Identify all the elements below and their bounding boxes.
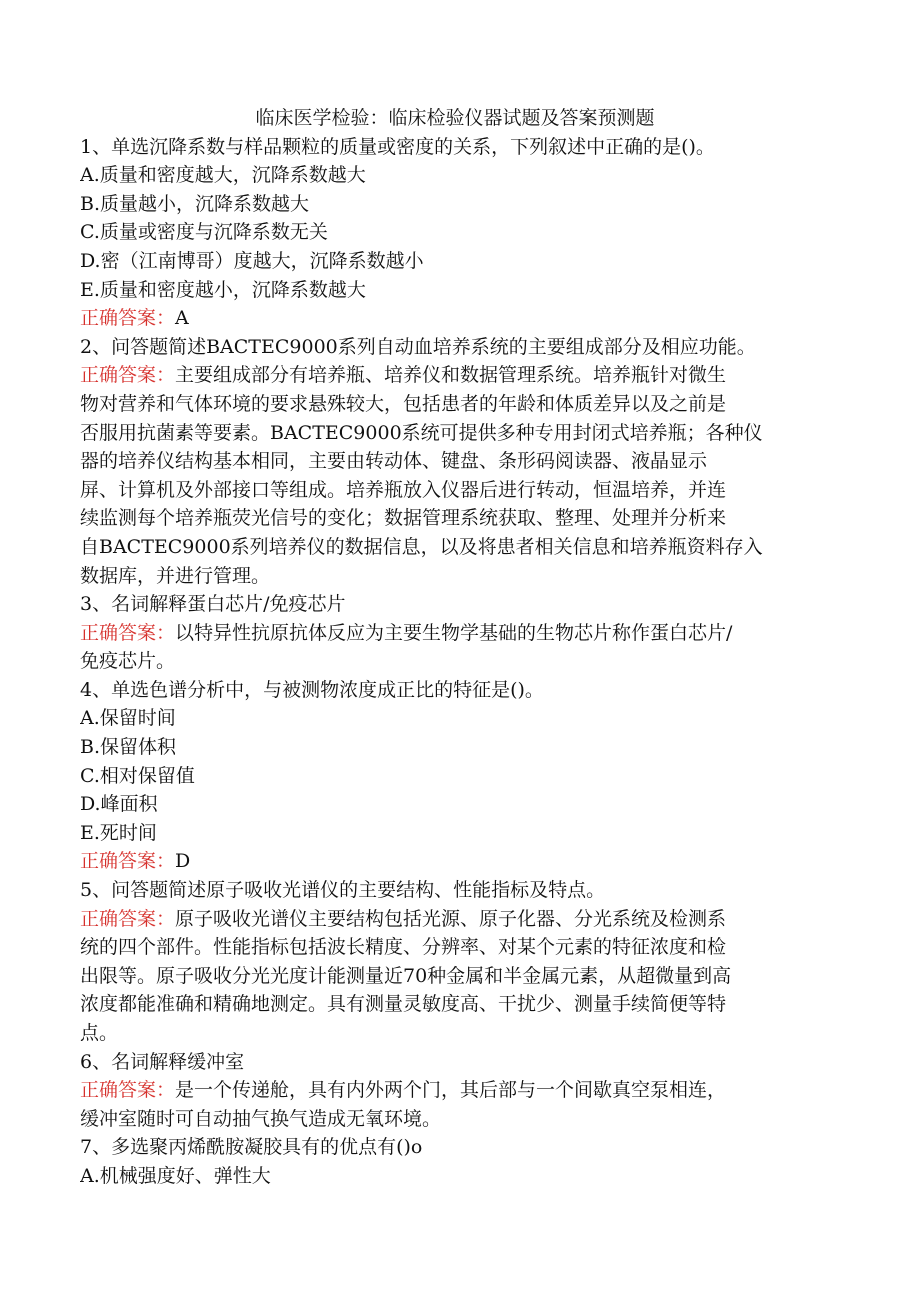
question-stem: 7、多选聚丙烯酰胺凝胶具有的优点有()o <box>80 1136 423 1159</box>
option-c: C.相对保留值 <box>80 764 195 787</box>
answer-text: 出限等。原子吸收分光光度计能测量近70种金属和半金属元素，从超微量到高 <box>80 964 732 987</box>
answer-label: 正确答案： <box>80 850 176 873</box>
answer-text: 以特异性抗原抗体反应为主要生物学基础的生物芯片称作蛋白芯片/ <box>175 621 733 644</box>
answer-text: 数据库，并进行管理。 <box>80 564 271 587</box>
answer-text: 浓度都能准确和精确地测定。具有测量灵敏度高、干扰少、测量手续简便等特 <box>80 993 727 1016</box>
option-a: A.机械强度好、弹性大 <box>80 1164 271 1187</box>
answer-value: A <box>175 307 189 330</box>
answer-label: 正确答案： <box>80 621 176 644</box>
answer-text: 原子吸收光谱仪主要结构包括光源、原子化器、分光系统及检测系 <box>175 907 727 930</box>
answer-line <box>80 619 830 648</box>
question-stem: 3、名词解释蛋白芯片/免疫芯片 <box>80 593 346 616</box>
option-d: D.密（江南博哥）度越大，沉降系数越小 <box>80 249 424 272</box>
answer-text: 否服用抗菌素等要素。BACTEC9000系统可提供多种专用封闭式培养瓶；各种仪 <box>80 421 763 444</box>
answer-text: 缓冲室随时可自动抽气换气造成无氧环境。 <box>80 1107 442 1130</box>
page-title: 临床医学检验：临床检验仪器试题及答案预测题 <box>255 107 655 129</box>
question-2 <box>80 333 830 590</box>
question-stem: 4、单选色谱分析中，与被测物浓度成正比的特征是()。 <box>80 678 544 701</box>
document-page <box>80 104 830 1191</box>
question-3 <box>80 590 830 676</box>
answer-line <box>80 847 830 876</box>
question-4 <box>80 676 830 876</box>
question-7 <box>80 1133 830 1190</box>
question-5 <box>80 876 830 1048</box>
answer-text: 屏、计算机及外部接口等组成。培养瓶放入仪器后进行转动，恒温培养，并连 <box>80 478 727 501</box>
answer-line <box>80 1076 830 1105</box>
option-d: D.峰面积 <box>80 793 158 816</box>
option-a: A.保留时间 <box>80 707 176 730</box>
answer-text: 主要组成部分有培养瓶、培养仪和数据管理系统。培养瓶针对微生 <box>175 364 727 387</box>
question-stem: 1、单选沉降系数与样品颗粒的质量或密度的关系，下列叙述中正确的是()。 <box>80 135 715 158</box>
option-e: E.质量和密度越小，沉降系数越大 <box>80 278 366 301</box>
option-a: A.质量和密度越大，沉降系数越大 <box>80 164 366 187</box>
answer-line <box>80 905 830 934</box>
answer-text: 免疫芯片。 <box>80 650 176 673</box>
answer-label: 正确答案： <box>80 1079 176 1102</box>
question-stem: 6、名词解释缓冲室 <box>80 1050 245 1073</box>
question-1 <box>80 133 830 333</box>
question-stem: 2、问答题简述BACTEC9000系列自动血培养系统的主要组成部分及相应功能。 <box>80 335 756 358</box>
answer-label: 正确答案： <box>80 907 176 930</box>
option-b: B.保留体积 <box>80 736 177 759</box>
option-c: C.质量或密度与沉降系数无关 <box>80 221 328 244</box>
answer-text: 器的培养仪结构基本相同，主要由转动体、键盘、条形码阅读器、液晶显示 <box>80 450 708 473</box>
option-b: B.质量越小，沉降系数越大 <box>80 192 310 215</box>
answer-text: 是一个传递舱，具有内外两个门，其后部与一个间歇真空泵相连， <box>175 1079 727 1102</box>
answer-text: 点。 <box>80 1022 119 1044</box>
answer-text: 物对营养和气体环境的要求悬殊较大，包括患者的年龄和体质差异以及之前是 <box>80 392 727 415</box>
answer-text: 统的四个部件。性能指标包括波长精度、分辨率、对某个元素的特征浓度和检 <box>80 936 727 959</box>
answer-text: 自BACTEC9000系列培养仪的数据信息，以及将患者相关信息和培养瓶资料存入 <box>80 535 763 558</box>
answer-text: 续监测每个培养瓶荧光信号的变化；数据管理系统获取、整理、处理并分析来 <box>80 507 727 530</box>
answer-label: 正确答案： <box>80 364 176 387</box>
answer-label: 正确答案： <box>80 307 176 330</box>
option-e: E.死时间 <box>80 821 157 844</box>
question-6 <box>80 1048 830 1134</box>
question-stem: 5、问答题简述原子吸收光谱仪的主要结构、性能指标及特点。 <box>80 879 606 902</box>
answer-line <box>80 304 830 333</box>
answer-line <box>80 361 830 390</box>
answer-value: D <box>175 850 191 873</box>
